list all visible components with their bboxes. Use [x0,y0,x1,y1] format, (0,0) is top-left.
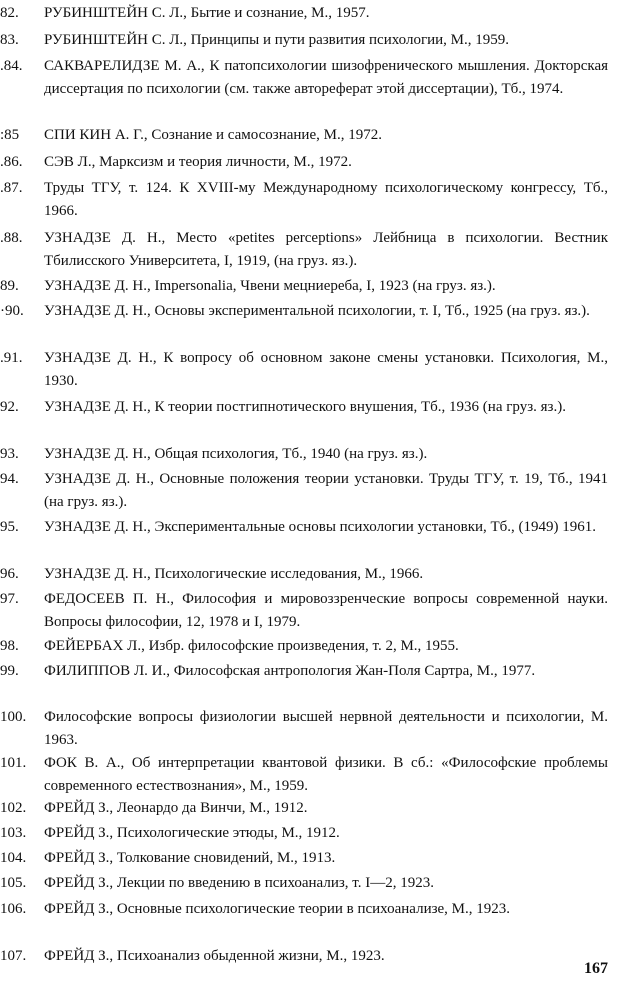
entry-number: 106. [0,901,27,917]
bib-entry [0,300,614,323]
entry-text: УЗНАДЗЕ Д. Н., Основы экспериментальной психологии, т. I, Тб., 1925 (на груз. яз.). [44,303,590,319]
entry-number: 82. [0,5,19,21]
bib-entry [0,945,614,968]
bib-entry [0,898,614,921]
entry-text: РУБИНШТЕЙН С. Л., Бытие и сознание, М., 1957. [44,5,370,21]
entry-number: 103. [0,825,27,841]
entry-text: УЗНАДЗЕ Д. Н., Основные положения теории установки. Труды ТГУ, т. 19, Тб., 1941 (на груз. яз.). [44,471,608,510]
entry-text: СЭВ Л., Марксизм и теория личности, М., 1972. [44,154,352,170]
entry-text: ФРЕЙД З., Психоанализ обыденной жизни, М., 1923. [44,948,385,964]
entry-number: .88. [0,230,23,246]
entry-text: ФИЛИППОВ Л. И., Философская антропология Жан-Поля Сартра, М., 1977. [44,663,536,679]
bib-entry [0,872,614,895]
entry-text: УЗНАДЗЕ Д. Н., К теории постгипнотического внушения, Тб., 1936 (на груз. яз.). [44,399,566,415]
entry-text: УЗНАДЗЕ Д. Н., Место «petites perceptions» Лейбница в психологии. Вестник Тбилисского Университета, I, 1919, (на груз. яз.). [44,230,608,269]
entry-text: ФРЕЙД З., Психологические этюды, М., 1912. [44,825,340,841]
bib-entry [0,588,614,634]
entry-number: 100. [0,709,27,725]
bib-entry [0,468,614,514]
bib-entry [0,797,614,820]
bib-entry [0,563,614,586]
entry-number: 94. [0,471,19,487]
bib-entry [0,55,614,101]
bib-entry [0,347,614,393]
entry-number: 83. [0,32,19,48]
entry-text: Философские вопросы физиологии высшей нервной деятельности и психологии, М. 1963. [44,709,608,748]
entry-text: УЗНАДЗЕ Д. Н., Impersonalia, Чвени мецниереба, I, 1923 (на груз. яз.). [44,278,496,294]
entry-number: .87. [0,180,23,196]
entry-number: :85 [0,127,20,143]
entry-text: ФРЕЙД З., Основные психологические теории в психоанализе, М., 1923. [44,901,511,917]
entry-number: 101. [0,755,27,771]
entry-number: 93. [0,446,19,462]
entry-text: РУБИНШТЕЙН С. Л., Принципы и пути развития психологии, М., 1959. [44,32,509,48]
entry-text: ФРЕЙД З., Лекции по введению в психоанализ, т. I—2, 1923. [44,875,434,891]
bib-entry [0,516,614,539]
entry-number: 107. [0,948,27,964]
bib-entry [0,396,614,419]
entry-text: ФЕДОСЕЕВ П. Н., Философия и мировоззренческие вопросы современной науки. Вопросы философии, 12, 1978 и I, 1979. [44,591,608,630]
entry-number: 96. [0,566,19,582]
entry-text: САКВАРЕЛИДЗЕ М. А., К патопсихологии шизофренического мышления. Докторская диссертация по психологии (см. также автореферат этой диссертации), Тб., 1974. [44,58,608,97]
entry-text: ФРЕЙД З., Толкование сновидений, М., 1913. [44,850,336,866]
entry-number: 102. [0,800,27,816]
bib-entry [0,151,614,174]
entry-text: ФОК В. А., Об интерпретации квантовой физики. В сб.: «Философские проблемы современного естествознания», М., 1959. [44,755,608,794]
bib-entry [0,2,614,25]
entry-number: ·90. [0,303,24,319]
bib-entry [0,635,614,658]
page-number: 167 [584,960,608,977]
entry-number: 97. [0,591,19,607]
entry-number: 98. [0,638,19,654]
bib-entry [0,822,614,845]
entry-text: СПИ КИН А. Г., Сознание и самосознание, М., 1972. [44,127,382,143]
bib-entry [0,443,614,466]
entry-text: ФЕЙЕРБАХ Л., Избр. философские произведения, т. 2, М., 1955. [44,638,459,654]
bib-entry [0,275,614,298]
entry-number: 92. [0,399,19,415]
entry-number: .86. [0,154,23,170]
bib-entry [0,29,614,52]
entry-text: УЗНАДЗЕ Д. Н., К вопросу об основном законе смены установки. Психология, М., 1930. [44,350,608,389]
entry-text: ФРЕЙД З., Леонардо да Винчи, М., 1912. [44,800,308,816]
bib-entry [0,227,614,273]
entry-number: 89. [0,278,19,294]
entry-text: Труды ТГУ, т. 124. К XVIII-му Международному психологическому конгрессу, Тб., 1966. [44,180,608,219]
entry-number: .84. [0,58,23,74]
entry-text: УЗНАДЗЕ Д. Н., Общая психология, Тб., 1940 (на груз. яз.). [44,446,428,462]
bib-entry [0,660,614,683]
bib-entry [0,847,614,870]
entry-number: 95. [0,519,19,535]
entry-number: 104. [0,850,27,866]
bib-entry [0,706,614,752]
bib-entry [0,177,614,223]
entry-number: 105. [0,875,27,891]
entry-number: .91. [0,350,23,366]
entry-number: 99. [0,663,19,679]
bib-entry [0,124,614,147]
entry-text: УЗНАДЗЕ Д. Н., Экспериментальные основы психологии установки, Тб., (1949) 1961. [44,519,597,535]
entry-text: УЗНАДЗЕ Д. Н., Психологические исследования, М., 1966. [44,566,424,582]
bib-entry [0,752,614,798]
